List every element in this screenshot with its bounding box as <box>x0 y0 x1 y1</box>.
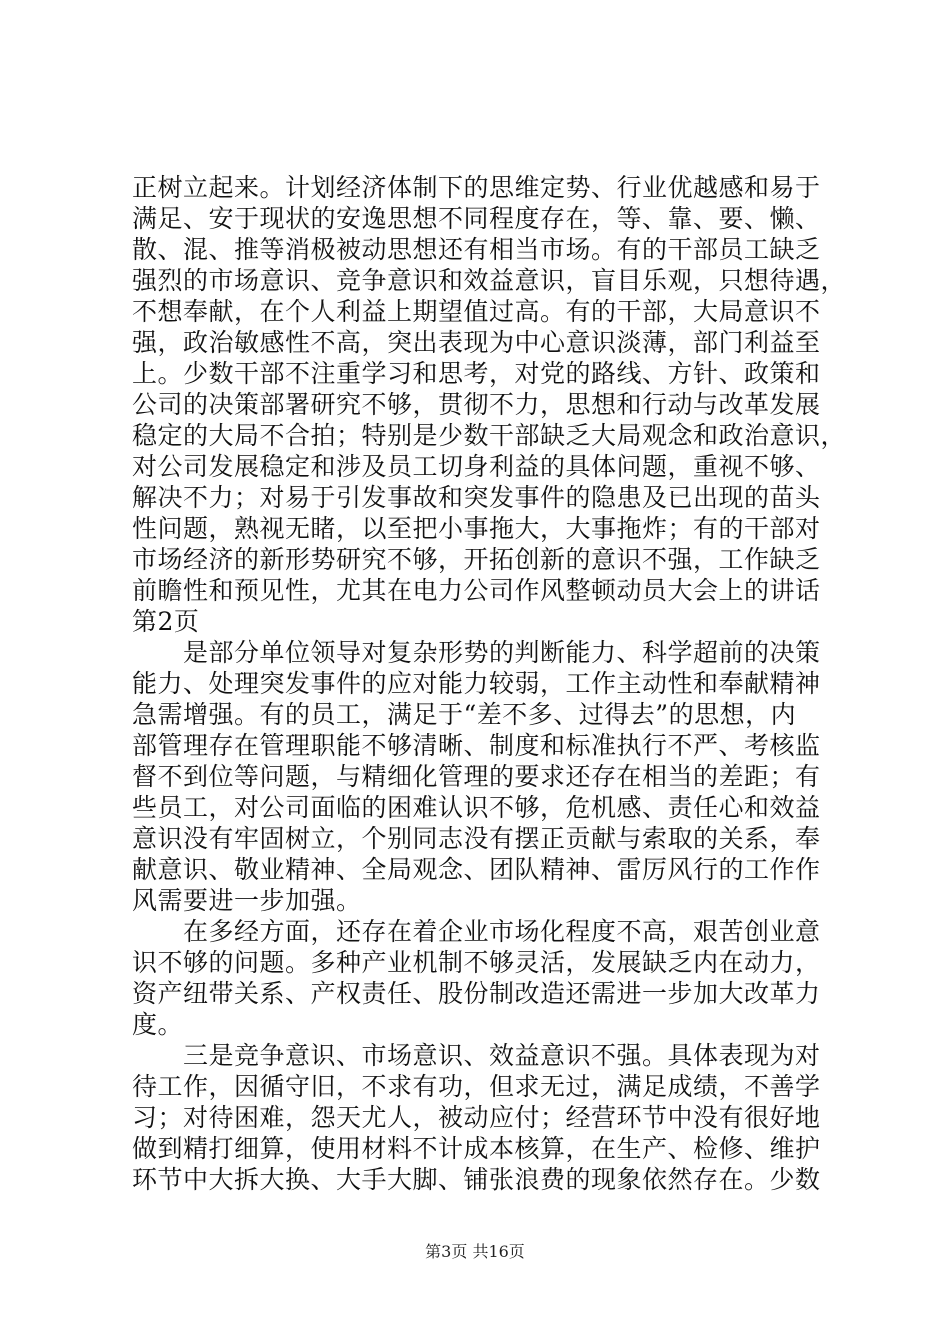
text-line: 做到精打细算，使用材料不计成本核算，在生产、检修、维护 <box>132 1134 821 1163</box>
text-line: 强烈的市场意识、竞争意识和效益意识，盲目乐观，只想待遇， <box>132 266 847 295</box>
text-line: 正树立起来。计划经济体制下的思维定势、行业优越感和易于 <box>132 173 821 202</box>
text-line: 习；对待困难，怨天尤人，被动应付；经营环节中没有很好地 <box>132 1103 821 1132</box>
text-line: 上。少数干部不注重学习和思考，对党的路线、方针、政策和 <box>132 359 821 388</box>
text-line: 些员工，对公司面临的困难认识不够，危机感、责任心和效益 <box>132 793 821 822</box>
body-text <box>132 172 847 1195</box>
text-line: 不想奉献，在个人利益上期望值过高。有的干部，大局意识不 <box>132 297 821 326</box>
text-line: 资产纽带关系、产权责任、股份制改造还需进一步加大改革力 <box>132 979 821 1008</box>
text-line: 强，政治敏感性不高，突出表现为中心意识淡薄，部门利益至 <box>132 328 821 357</box>
text-line: 前瞻性和预见性，尤其在电力公司作风整顿动员大会上的讲话 <box>132 576 821 605</box>
text-line: 献意识、敬业精神、全局观念、团队精神、雷厉风行的工作作 <box>132 855 821 884</box>
text-line: 是部分单位领导对复杂形势的判断能力、科学超前的决策 <box>132 638 821 667</box>
page-footer: 第3页 共16页 <box>425 1242 525 1261</box>
text-line: 度。 <box>132 1010 184 1039</box>
text-line: 三是竞争意识、市场意识、效益意识不强。具体表现为对 <box>132 1041 821 1070</box>
text-line: 性问题，熟视无睹，以至把小事拖大，大事拖炸；有的干部对 <box>132 514 821 543</box>
text-line: 在多经方面，还存在着企业市场化程度不高，艰苦创业意 <box>132 917 821 946</box>
text-line: 识不够的问题。多种产业机制不够灵活，发展缺乏内在动力， <box>132 948 821 977</box>
text-line: 对公司发展稳定和涉及员工切身利益的具体问题，重视不够、 <box>132 452 821 481</box>
text-line: 第2页 <box>132 607 200 636</box>
text-line: 解决不力；对易于引发事故和突发事件的隐患及已出现的苗头 <box>132 483 821 512</box>
text-line: 公司的决策部署研究不够，贯彻不力，思想和行动与改革发展 <box>132 390 821 419</box>
text-line: 环节中大拆大换、大手大脚、铺张浪费的现象依然存在。少数 <box>132 1165 821 1194</box>
text-line: 散、混、推等消极被动思想还有相当市场。有的干部员工缺乏 <box>132 235 821 264</box>
text-line: 风需要进一步加强。 <box>132 886 362 915</box>
text-line: 意识没有牢固树立，个别同志没有摆正贡献与索取的关系，奉 <box>132 824 821 853</box>
text-line: 督不到位等问题，与精细化管理的要求还存在相当的差距；有 <box>132 762 821 791</box>
text-line: 部管理存在管理职能不够清晰、制度和标准执行不严、考核监 <box>132 731 821 760</box>
text-line: 待工作，因循守旧，不求有功，但求无过，满足成绩，不善学 <box>132 1072 821 1101</box>
text-line: 能力、处理突发事件的应对能力较弱，工作主动性和奉献精神 <box>132 669 821 698</box>
text-line: 稳定的大局不合拍；特别是少数干部缺乏大局观念和政治意识， <box>132 421 847 450</box>
text-line: 满足、安于现状的安逸思想不同程度存在，等、靠、要、懒、 <box>132 204 821 233</box>
text-line: 急需增强。有的员工，满足于“差不多、过得去”的思想，内 <box>132 700 797 729</box>
text-line: 市场经济的新形势研究不够，开拓创新的意识不强，工作缺乏 <box>132 545 821 574</box>
